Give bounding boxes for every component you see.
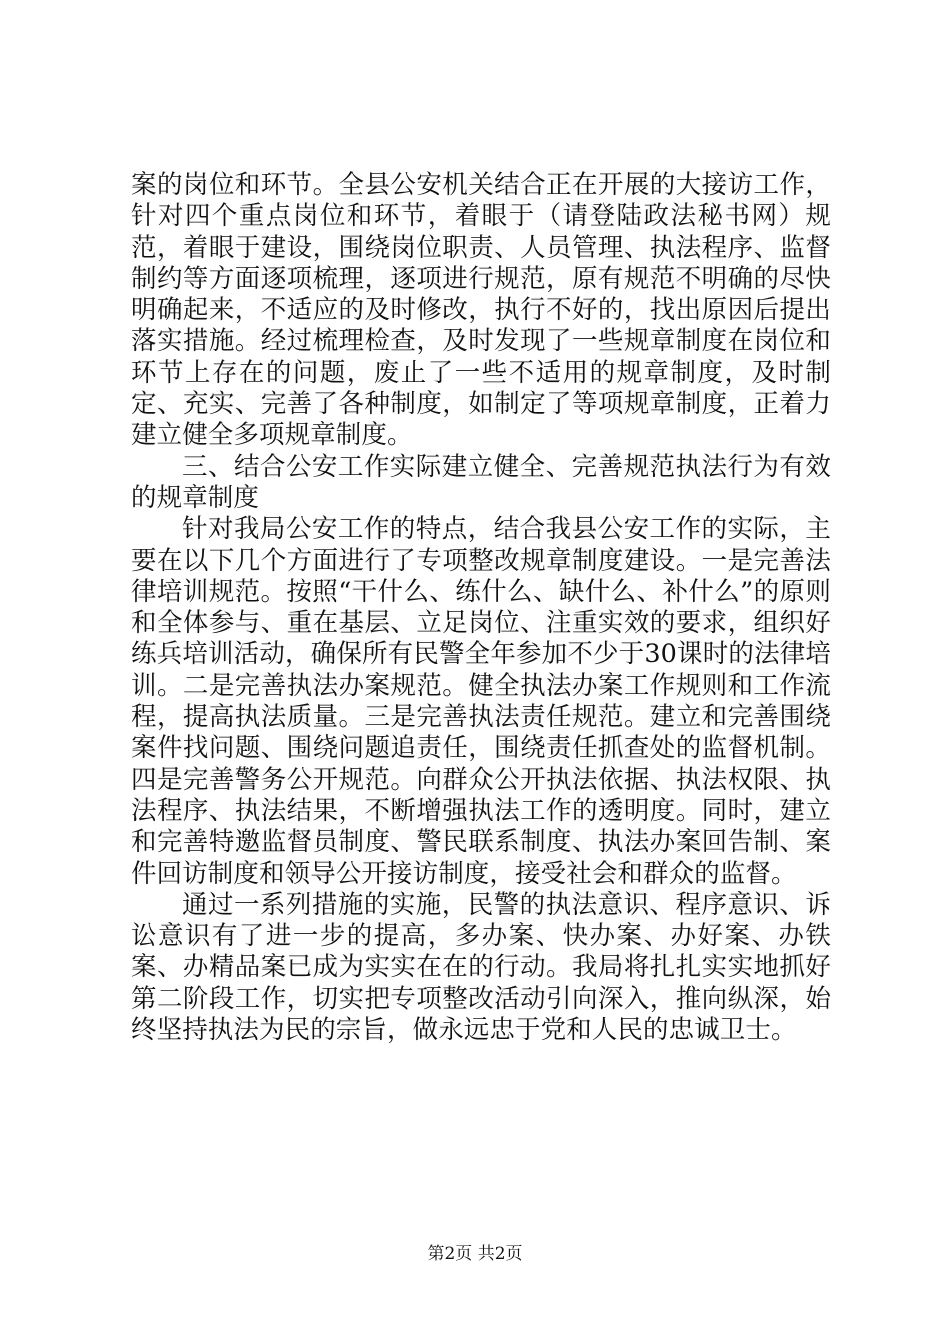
document-body [131,170,831,1046]
paragraph-3: 针对我局公安工作的特点，结合我县公安工作的实际，主要在以下几个方面进行了专项整改规章制度建设。一是完善法律培训规范。按照“干什么、练什么、缺什么、补什么”的原则和全体参与、重在基层、立足岗位、注重实效的要求，组织好练兵培训活动，确保所有民警全年参加不少于30课时的法律培训。二是完善执法办案规范。健全执法办案工作规则和工作流程，提高执法质量。三是完善执法责任规范。建立和完善围绕案件找问题、围绕问题追责任，围绕责任抓查处的监督机制。四是完善警务公开规范。向群众公开执法依据、执法权限、执法程序、执法结果，不断增强执法工作的透明度。同时，建立和完善特邀监督员制度、警民联系制度、执法办案回告制、案件回访制度和领导公开接访制度，接受社会和群众的监督。 [131,514,831,889]
page-number-footer: 第2页 共2页 [427,1244,523,1264]
paragraph-1: 案的岗位和环节。全县公安机关结合正在开展的大接访工作，针对四个重点岗位和环节，着眼于（请登陆政法秘书网）规范，着眼于建设，围绕岗位职责、人员管理、执法程序、监督制约等方面逐项梳理，逐项进行规范，原有规范不明确的尽快明确起来，不适应的及时修改，执行不好的，找出原因后提出落实措施。经过梳理检查，及时发现了一些规章制度在岗位和环节上存在的问题，废止了一些不适用的规章制度，及时制定、充实、完善了各种制度，如制定了等项规章制度，正着力建立健全多项规章制度。 [131,170,831,451]
paragraph-4: 通过一系列措施的实施，民警的执法意识、程序意识、诉讼意识有了进一步的提高，多办案、快办案、办好案、办铁案、办精品案已成为实实在在的行动。我局将扎扎实实地抓好第二阶段工作，切实把专项整改活动引向深入，推向纵深，始终坚持执法为民的宗旨，做永远忠于党和人民的忠诚卫士。 [131,889,831,1046]
section-heading-3: 三、结合公安工作实际建立健全、完善规范执法行为有效的规章制度 [131,451,831,513]
